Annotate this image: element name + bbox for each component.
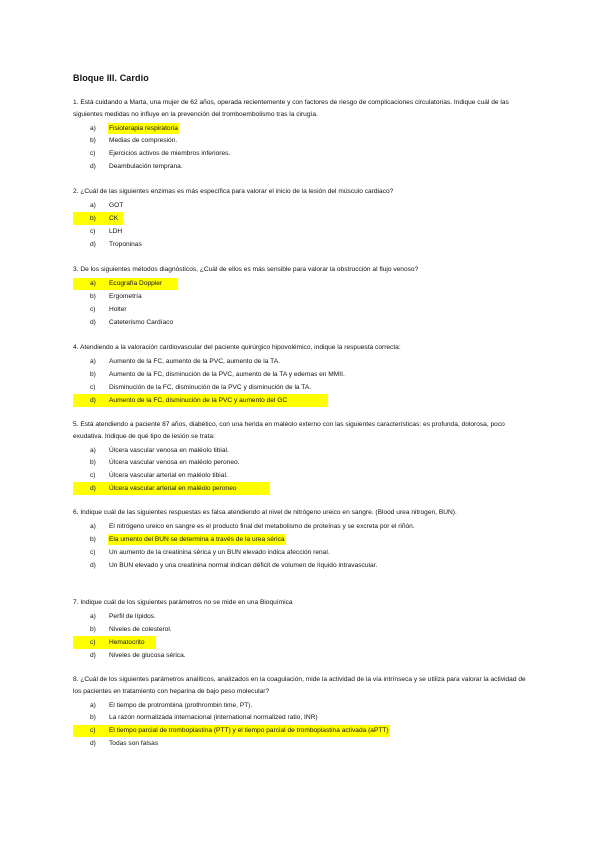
option-text: Aumento de la FC, aumento de la PVC, aumento de la TA. [109, 358, 280, 366]
answer-option [73, 368, 533, 381]
section-title: Bloque III. Cardio [73, 73, 149, 83]
answer-option [73, 699, 533, 712]
answer-option [73, 356, 533, 369]
option-letter: c) [90, 548, 96, 556]
answer-option [73, 122, 533, 135]
answer-options [73, 356, 533, 407]
option-letter: b) [90, 137, 96, 145]
option-letter: d) [90, 740, 96, 748]
option-text: La razón normalizada internacional (international normalized ratio, INR) [109, 714, 318, 722]
option-text-highlighted: Ela umento del BUN se determina a través de la urea sérica [108, 534, 286, 546]
question-text: 6. Indique cuál de las siguientes respuestas es falsa atendiendo al nivel de nitrógeno ureico en sangre. (Blood urea nitrogen, BUN). [73, 509, 457, 516]
question-6 [73, 507, 533, 572]
option-letter: a) [90, 202, 96, 210]
option-text: Niveles de glucosa sérica. [109, 651, 186, 659]
question-2 [73, 186, 533, 251]
option-text: Un BUN elevado y una creatinina normal indican déficit de volumen de líquido intravascular. [109, 561, 378, 569]
option-text: LDH [109, 227, 123, 235]
answer-option [73, 623, 533, 636]
option-text: El nitrógeno ureico en sangre es el producto final del metabolismo de proteínas y se excreta por el riñón. [109, 523, 415, 531]
option-letter: b) [90, 292, 96, 300]
answer-option [73, 533, 533, 546]
question-text: 4. Atendiendo a la valoración cardiovascular del paciente quirúrgico hipovolémico, indique la respuesta correcta: [73, 344, 401, 351]
answer-option [73, 381, 533, 394]
option-letter: b) [90, 535, 96, 543]
option-letter: a) [90, 701, 96, 709]
question-text: 5. Está atendiendo a paciente 87 años, diabético, con una herida en maléolo externo con las siguientes características: es profunda, dolorosa, poco exudativa. Indique de qué tipo de lesión se trata: [73, 421, 505, 440]
answer-option [73, 611, 533, 624]
question-4 [73, 342, 533, 407]
answer-option [73, 521, 533, 534]
option-text-highlighted: El tiempo parcial de tromboplastina (PTT) y el tiempo parcial de tromboplastina activada (aPTT) [108, 725, 390, 737]
option-letter: a) [90, 280, 96, 288]
question-text: 8. ¿Cuál de los siguientes parámetros analíticos, analizados en la coagulación, mide la actividad de la vía intrínseca y se utiliza para valorar la actividad de los pacientes en tratamiento con heparina de bajo peso molecular? [73, 676, 526, 695]
answer-option [73, 636, 156, 649]
answer-options [73, 444, 533, 495]
option-text: Todas son falsas [109, 740, 159, 748]
option-letter: b) [90, 370, 96, 378]
answer-option [73, 559, 533, 572]
option-letter: a) [90, 613, 96, 621]
question-text: 3. De los siguientes métodos diagnósticos, ¿Cuál de ellos es más sensible para valorar la obstrucción al flujo venoso? [73, 266, 419, 273]
option-letter: b) [90, 214, 96, 222]
option-letter: d) [90, 163, 96, 171]
option-letter: b) [90, 459, 96, 467]
answer-option [73, 225, 533, 238]
answer-option [73, 546, 533, 559]
option-letter: c) [90, 150, 96, 158]
option-letter: c) [90, 383, 96, 391]
option-letter: b) [90, 625, 96, 633]
answer-option [73, 737, 533, 750]
option-letter: d) [90, 651, 96, 659]
option-letter: c) [90, 305, 96, 313]
option-text: Aumento de la FC, disminución de la PVC, aumento de la TA y edemas en MMII. [109, 370, 345, 378]
answer-option [73, 303, 533, 316]
option-letter: d) [90, 396, 96, 404]
answer-option [73, 290, 533, 303]
option-text-highlighted: Fisioterapia respiratoria [108, 123, 179, 135]
answer-option [73, 135, 533, 148]
option-letter: a) [90, 523, 96, 531]
option-letter: d) [90, 240, 96, 248]
answer-options [73, 200, 533, 251]
option-letter: a) [90, 446, 96, 454]
answer-option [73, 200, 533, 213]
option-text: GOT [109, 202, 124, 210]
option-text: Disminución de la FC, disminución de la PVC y disminución de la TA. [109, 383, 312, 391]
option-letter: c) [90, 227, 96, 235]
question-7 [73, 597, 533, 662]
answer-options [73, 122, 533, 173]
answer-option [73, 470, 533, 483]
option-text: Cateterismo Cardíaco [109, 318, 174, 326]
answer-option [73, 444, 533, 457]
option-letter: d) [90, 561, 96, 569]
option-text-highlighted: Aumento de la FC, disminución de la PVC y aumento del GC [108, 395, 288, 407]
option-letter: d) [90, 485, 96, 493]
question-text: 2. ¿Cuál de las siguientes enzimas es más específica para valorar el inicio de la lesión del músculo cardiaco? [73, 188, 394, 195]
option-text: Troponinas [109, 240, 142, 248]
option-text: Úlcera vascular venosa en maléolo tibial. [109, 446, 229, 454]
option-text-highlighted: Úlcera vascular arterial en maléolo peroneo [108, 483, 238, 495]
answer-option [73, 148, 533, 161]
answer-options [73, 278, 533, 329]
question-text: 7. Indique cuál de los siguientes parámetros no se mide en una Bioquímica [73, 599, 293, 606]
option-text: Úlcera vascular venosa en maléolo peroneo. [109, 459, 240, 467]
option-text-highlighted: Hematocrito [108, 637, 146, 649]
question-text: 1. Está cuidando a Marta, una mujer de 62 años, operada recientemente y con factores de riesgo de complicaciones circulatorias. Indique cuál de las siguientes medidas no influye en la prevención del tromboembolismo tras la cirugía. [73, 99, 509, 118]
option-text: Niveles de colesterol. [109, 625, 172, 633]
answer-option [73, 482, 270, 495]
option-letter: a) [90, 358, 96, 366]
question-5 [73, 419, 533, 495]
option-letter: c) [90, 638, 96, 646]
option-text: Perfil de lípidos. [109, 613, 156, 621]
answer-options [73, 521, 533, 572]
answer-option [73, 712, 533, 725]
option-text: Un aumento de la creatinina sérica y un BUN elevado indica afección renal. [109, 548, 330, 556]
option-letter: b) [90, 714, 96, 722]
answer-option [73, 160, 533, 173]
answer-option [73, 457, 533, 470]
option-text: Medias de compresión. [109, 137, 178, 145]
option-letter: d) [90, 318, 96, 326]
answer-option [73, 394, 328, 407]
option-text: Úlcera vascular arterial en maléolo tibial. [109, 472, 228, 480]
answer-option [73, 725, 533, 738]
option-letter: c) [73, 725, 108, 737]
option-text: Ergometría [109, 292, 142, 300]
question-3 [73, 264, 533, 329]
option-letter: a) [90, 124, 96, 132]
question-8 [73, 674, 533, 750]
answer-option [73, 212, 123, 225]
answer-option [73, 316, 533, 329]
option-text-highlighted: Ecografía Doppler [108, 278, 163, 290]
option-text: Deambulación temprana. [109, 163, 183, 171]
option-text: Holter [109, 305, 127, 313]
answer-options [73, 611, 533, 662]
option-text: Ejercicios activos de miembros inferiores. [109, 150, 231, 158]
answer-options [73, 699, 533, 750]
answer-option [73, 238, 533, 251]
option-letter: c) [90, 472, 96, 480]
option-text: El tiempo de protrombina (prothrombin time, PT). [109, 701, 253, 709]
answer-option [73, 649, 533, 662]
option-text-highlighted: CK [108, 213, 119, 225]
question-1 [73, 97, 533, 173]
answer-option [73, 278, 178, 291]
